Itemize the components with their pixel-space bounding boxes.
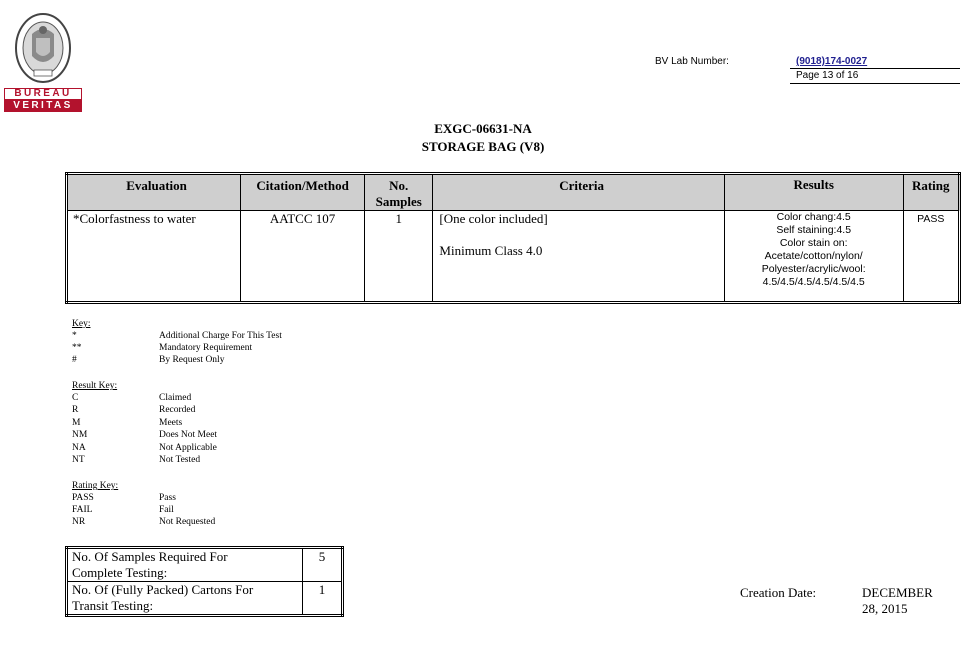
result-key-desc: Not Applicable	[159, 443, 217, 453]
header-rule	[790, 68, 960, 69]
report-code-title: EXGC-06631-NA	[434, 121, 532, 136]
summary-label-line2: Complete Testing:	[72, 565, 168, 580]
creation-date-line2: 28, 2015	[862, 601, 908, 616]
rating-key-code: PASS	[72, 493, 94, 503]
key-code: **	[72, 343, 82, 353]
rating-key-desc: Pass	[159, 493, 176, 503]
table-row	[67, 582, 343, 616]
table-header-row	[67, 174, 960, 211]
seal-icon	[14, 12, 72, 88]
header-samples-line2: Samples	[375, 194, 422, 209]
result-line: Self staining:4.5	[776, 224, 852, 236]
summary-value: 5	[303, 548, 343, 582]
sample-summary-table	[65, 546, 344, 617]
summary-value: 1	[303, 582, 343, 616]
summary-label-line1: No. Of (Fully Packed) Cartons For	[72, 582, 254, 597]
header-samples-line1: No.	[389, 178, 409, 193]
creation-date-label: Creation Date:	[740, 585, 817, 600]
creation-date-line1: DECEMBER	[862, 585, 933, 600]
key-desc: Mandatory Requirement	[159, 343, 253, 353]
table-row	[67, 548, 343, 582]
cell-criteria	[433, 211, 724, 303]
criteria-line1: [One color included]	[439, 211, 548, 226]
summary-label	[67, 582, 303, 616]
result-line: Acetate/cotton/nylon/	[764, 250, 863, 262]
key-desc: Additional Charge For This Test	[159, 331, 282, 341]
key-desc: By Request Only	[159, 355, 225, 365]
header-rule	[790, 83, 960, 84]
result-line: 4.5/4.5/4.5/4.5/4.5/4.5	[762, 276, 865, 288]
result-key-code: NT	[72, 455, 85, 465]
result-key-desc: Does Not Meet	[159, 430, 218, 440]
summary-label-line2: Transit Testing:	[72, 598, 154, 613]
key-code: *	[72, 331, 77, 341]
result-key-code: C	[72, 393, 79, 403]
result-line: Color chang:4.5	[776, 211, 851, 223]
rating-key-code: FAIL	[72, 505, 93, 515]
result-line: Color stain on:	[779, 237, 848, 249]
rating-key-desc: Not Requested	[159, 517, 216, 527]
key-code: #	[72, 355, 77, 365]
result-line: Polyester/acrylic/wool:	[761, 263, 866, 275]
header-criteria: Criteria	[433, 174, 724, 211]
key-heading: Key:	[72, 319, 91, 329]
page-indicator: Page 13 of 16	[796, 70, 859, 81]
table-row	[67, 211, 960, 303]
rating-key-desc: Fail	[159, 505, 174, 515]
cell-evaluation: *Colorfastness to water	[67, 211, 241, 303]
lab-number-label: BV Lab Number:	[655, 56, 729, 67]
cell-results	[724, 211, 903, 303]
header-results: Results	[724, 174, 903, 211]
cell-rating: PASS	[903, 211, 960, 303]
summary-label-line1: No. Of Samples Required For	[72, 549, 228, 564]
lab-number-value: (9018)174-0027	[796, 56, 868, 67]
header-evaluation: Evaluation	[67, 174, 241, 211]
result-key-desc: Not Tested	[159, 455, 201, 465]
logo-word-veritas: VERITAS	[4, 100, 82, 112]
header-citation: Citation/Method	[241, 174, 365, 211]
result-key-desc: Meets	[159, 418, 183, 428]
criteria-line2: Minimum Class 4.0	[439, 243, 543, 258]
header-rating: Rating	[903, 174, 960, 211]
rating-key-code: NR	[72, 517, 86, 527]
result-key-code: R	[72, 405, 79, 415]
header-samples	[365, 174, 433, 211]
cell-samples: 1	[365, 211, 433, 303]
bureau-veritas-logo	[4, 12, 82, 112]
product-title: STORAGE BAG (V8)	[421, 139, 545, 154]
test-results-table	[65, 172, 961, 304]
creation-date-value	[862, 585, 962, 617]
result-key-code: M	[72, 418, 81, 428]
result-key-heading: Result Key:	[72, 381, 118, 391]
rating-key-heading: Rating Key:	[72, 481, 119, 491]
cell-citation: AATCC 107	[241, 211, 365, 303]
result-key-code: NA	[72, 443, 86, 453]
summary-label	[67, 548, 303, 582]
logo-word-bureau: BUREAU	[4, 88, 82, 100]
result-key-code: NM	[72, 430, 88, 440]
result-key-desc: Claimed	[159, 393, 192, 403]
result-key-desc: Recorded	[159, 405, 196, 415]
